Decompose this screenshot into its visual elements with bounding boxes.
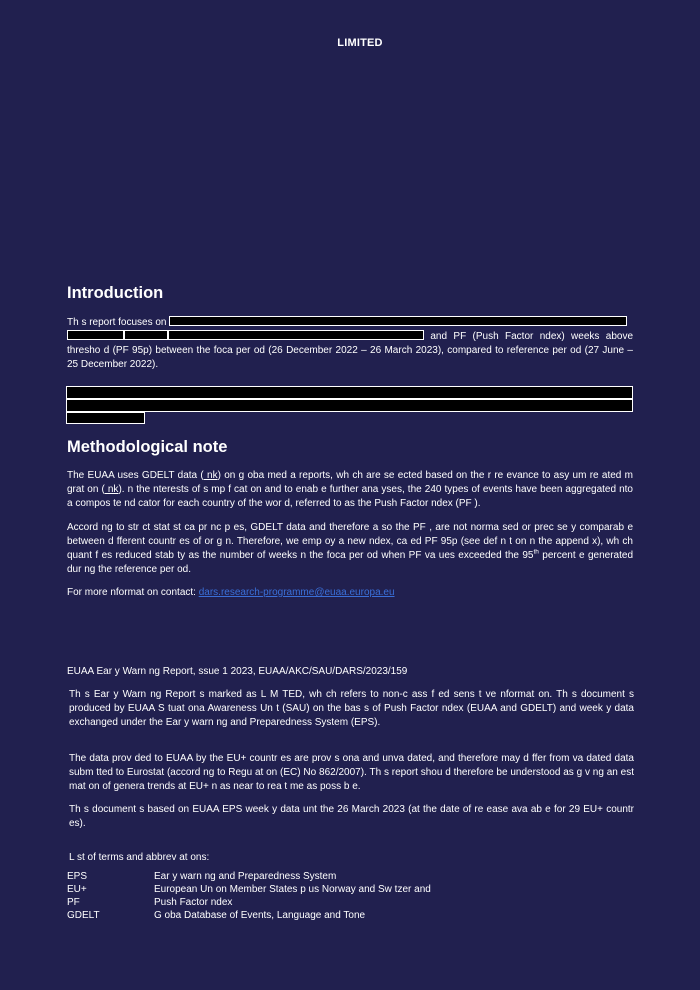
report-paragraph-1: Th s Ear y Warn ng Report s marked as L M TED, wh ch refers to non-c ass f ed sens t ve nformat on. Th s document s produced by EUAA S tuat ona Awareness Un t (SAU) on the bas s of Push Factor ndex (EUAA and GDELT) and week y data exchanged under the Ear y warn ng and Preparedness System (EPS).	[69, 689, 634, 728]
redaction-bar	[67, 330, 124, 340]
abbreviation-term: PF	[67, 897, 80, 908]
methodology-paragraph-2	[67, 521, 633, 577]
methodology-paragraph-1	[67, 469, 633, 511]
redaction-bar	[168, 330, 424, 340]
report-paragraph-3: Th s document s based on EUAA EPS week y data unt the 26 March 2023 (at the date of re ease ava ab e for 29 EU+ countr es).	[69, 804, 634, 829]
abbreviation-term: GDELT	[67, 910, 100, 921]
methodology-text: ) on g oba med a reports, wh ch are se ected based on the r re evance to asy um re ated m grat on (	[67, 470, 633, 495]
methodology-text: Accord ng to str ct stat st ca pr nc p es, GDELT data and therefore a so the PF , are not norma sed or prec se y comparab e between d fferent countr es of or g n. Therefore, we emp oy a new ndex, ca ed PF 95p (see def n t on n the append x), wh ch quant f es reduced stab ty as the number of weeks n the foca per od when PF va ues exceeded the 95	[67, 522, 633, 561]
abbreviation-definition: G oba Database of Events, Language and Tone	[154, 910, 366, 921]
gdelt-link[interactable]: nk	[203, 470, 218, 481]
methodology-heading: Methodological note	[67, 438, 228, 456]
methodology-text: The EUAA uses GDELT data (	[67, 470, 204, 481]
abbreviation-definition: Push Factor ndex	[154, 897, 233, 908]
redaction-bar	[124, 330, 168, 340]
classification-marking: LIMITED	[337, 37, 383, 49]
report-paragraph-2: The data prov ded to EUAA by the EU+ countr es are prov s ona and unva dated, and therefore may d ffer from va dated data subm tted to Eurostat (accord ng to Regu at on (EC) No 862/2007). Th s report shou d therefore be understood as g v ng an est mat on of genera trends at EU+ n as near to rea t me as poss b e.	[69, 753, 634, 792]
superscript-th: th	[533, 548, 539, 556]
intro-paragraph	[67, 316, 633, 372]
redaction-bar	[169, 316, 627, 326]
abbreviation-row	[67, 870, 431, 883]
contact-email-link[interactable]: dars.research-programme@euaa.europa.eu	[198, 587, 395, 598]
abbreviation-definition: Ear y warn ng and Preparedness System	[154, 871, 337, 882]
abbreviation-term: EU+	[67, 884, 87, 895]
contact-label: For more nformat on contact:	[67, 587, 199, 598]
abbreviations-heading: L st of terms and abbrev at ons:	[69, 852, 210, 863]
methodology-text: ). n the nterests of s mp f cat on and to enab e further ana yses, the 240 types of events have been aggregated nto a compos te nd cator for each country of the wor d, referred to as the Push Factor ndex (PF ).	[67, 484, 633, 509]
asylum-link[interactable]: nk	[104, 484, 119, 495]
contact-line	[67, 586, 633, 600]
abbreviation-row	[67, 896, 431, 909]
abbreviation-row	[67, 883, 431, 896]
intro-heading: Introduction	[67, 284, 164, 302]
abbreviation-row	[67, 909, 431, 922]
abbreviation-term: EPS	[67, 871, 88, 882]
report-reference: EUAA Ear y Warn ng Report, ssue 1 2023, EUAA/AKC/SAU/DARS/2023/159	[67, 666, 408, 677]
redaction-block	[66, 399, 633, 412]
intro-text-rest: and PF (Push Factor ndex) weeks above thresho d (PF 95p) between the foca per od (26 December 2022 – 26 March 2023), compared to reference per od (27 June – 25 December 2022).	[67, 331, 634, 370]
methodology-text: percent e generated dur ng the reference per od.	[67, 550, 634, 575]
abbreviation-definition: European Un on Member States p us Norway and Sw tzer and	[154, 884, 431, 895]
redaction-block	[66, 412, 145, 424]
redaction-block	[66, 386, 633, 399]
abbreviations-table	[67, 870, 431, 922]
intro-text-start: Th s report focuses on	[67, 317, 167, 328]
